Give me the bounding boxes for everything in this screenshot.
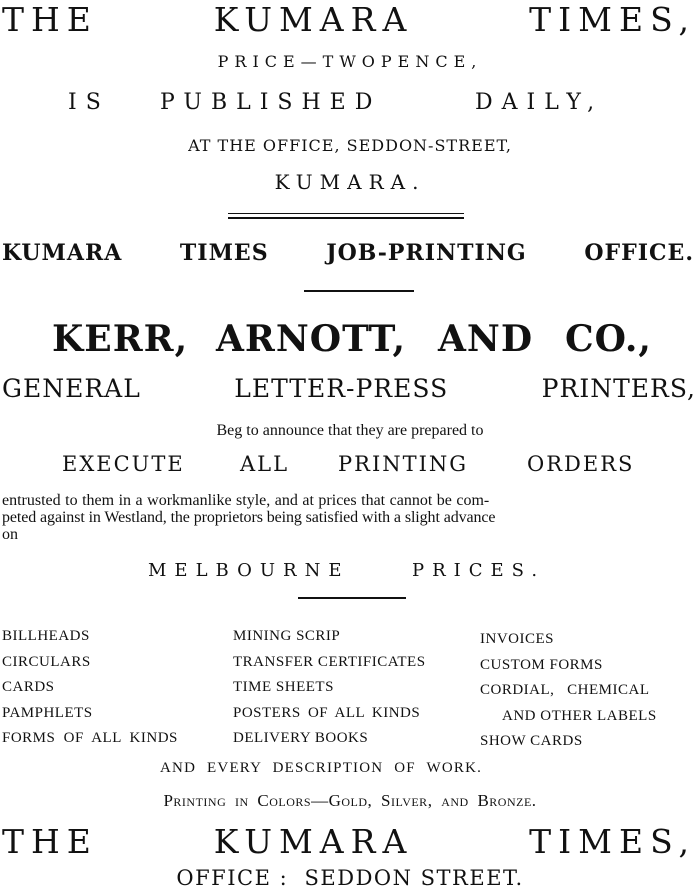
list-column-3: [480, 627, 657, 755]
list-column-2: [233, 624, 426, 752]
trade-word-letterpress: LETTER-PRESS: [234, 374, 449, 403]
list-item: CARDS: [2, 679, 55, 695]
job-office-heading: [0, 240, 700, 266]
every-description-line: AND EVERY DESCRIPTION OF WORK.: [160, 760, 483, 776]
body-paragraph: [0, 492, 700, 543]
trade-word-general: GENERAL: [2, 374, 141, 403]
list-item: CIRCULARS: [2, 653, 91, 670]
body-line-1: entrusted to them in a workmanlike style, and at prices that cannot be com-: [2, 492, 490, 509]
body-line-2: peted against in Westland, the proprietors being satisfied with a slight advance: [2, 509, 496, 526]
footer-masthead-word-the: THE: [2, 822, 98, 861]
office-address-line: AT THE OFFICE, SEDDON-STREET,: [188, 136, 512, 155]
list-item: FORMS OF ALL KINDS: [2, 730, 178, 746]
short-rule-1: [304, 290, 414, 292]
list-item: POSTERS OF ALL KINDS: [233, 704, 421, 721]
list-item: AND OTHER LABELS: [502, 707, 657, 724]
list-item: INVOICES: [480, 631, 554, 647]
colors-line: Printing in Colors—Gold, Silver, and Bronze.: [163, 791, 537, 810]
double-rule-bottom: [228, 217, 464, 219]
execute-word1: EXECUTE: [62, 452, 185, 476]
short-rule-2: [298, 597, 406, 599]
published-word-published: PUBLISHED: [160, 90, 382, 115]
firm-word-kerr: KERR,: [52, 318, 189, 360]
execute-word2: ALL: [240, 452, 290, 476]
masthead: [0, 0, 700, 40]
job-office-word1: KUMARA: [2, 240, 123, 266]
job-office-word4: OFFICE.: [584, 240, 694, 266]
job-office-word2: TIMES: [179, 240, 269, 266]
footer-masthead: [0, 822, 700, 862]
footer-masthead-word-kumara: KUMARA: [213, 822, 414, 861]
masthead-word-times: TIMES,: [529, 0, 696, 39]
body-line-3: on: [2, 526, 18, 543]
town-line: KUMARA.: [274, 170, 426, 194]
footer-masthead-word-times: TIMES,: [529, 822, 696, 861]
firm-word-and: AND: [438, 318, 534, 360]
list-item: TIME SHEETS: [233, 679, 334, 695]
published-word-daily: DAILY,: [475, 90, 604, 115]
list-item: MINING SCRIP: [233, 628, 341, 644]
list-item: DELIVERY BOOKS: [233, 730, 369, 746]
double-rule-top: [228, 213, 464, 214]
prices-word: PRICES.: [412, 560, 546, 581]
list-item: PAMPHLETS: [2, 704, 93, 721]
footer-office-line: OFFICE : SEDDON STREET.: [176, 866, 524, 890]
masthead-word-the: THE: [2, 0, 98, 39]
announce-line: Beg to announce that they are prepared to: [216, 422, 484, 439]
job-office-word3: JOB-PRINTING: [326, 240, 527, 266]
trade-line: [0, 374, 700, 403]
price-line: PRICE—TWOPENCE,: [217, 52, 483, 71]
execute-word3: PRINTING: [338, 452, 469, 476]
list-column-1: [2, 624, 178, 752]
list-item: BILLHEADS: [2, 628, 90, 644]
list-item: SHOW CARDS: [480, 733, 583, 749]
melbourne-word: MELBOURNE: [148, 560, 350, 581]
list-item: CUSTOM FORMS: [480, 656, 603, 673]
list-item: TRANSFER CERTIFICATES: [233, 653, 426, 670]
published-word-is: IS: [68, 90, 110, 115]
list-item: CORDIAL, CHEMICAL: [480, 682, 650, 698]
firm-word-arnott: ARNOTT,: [216, 318, 406, 360]
trade-word-printers: PRINTERS,: [541, 374, 696, 403]
execute-word4: ORDERS: [527, 452, 635, 476]
masthead-word-kumara: KUMARA: [213, 0, 414, 39]
firm-word-co: CO.,: [565, 318, 652, 360]
